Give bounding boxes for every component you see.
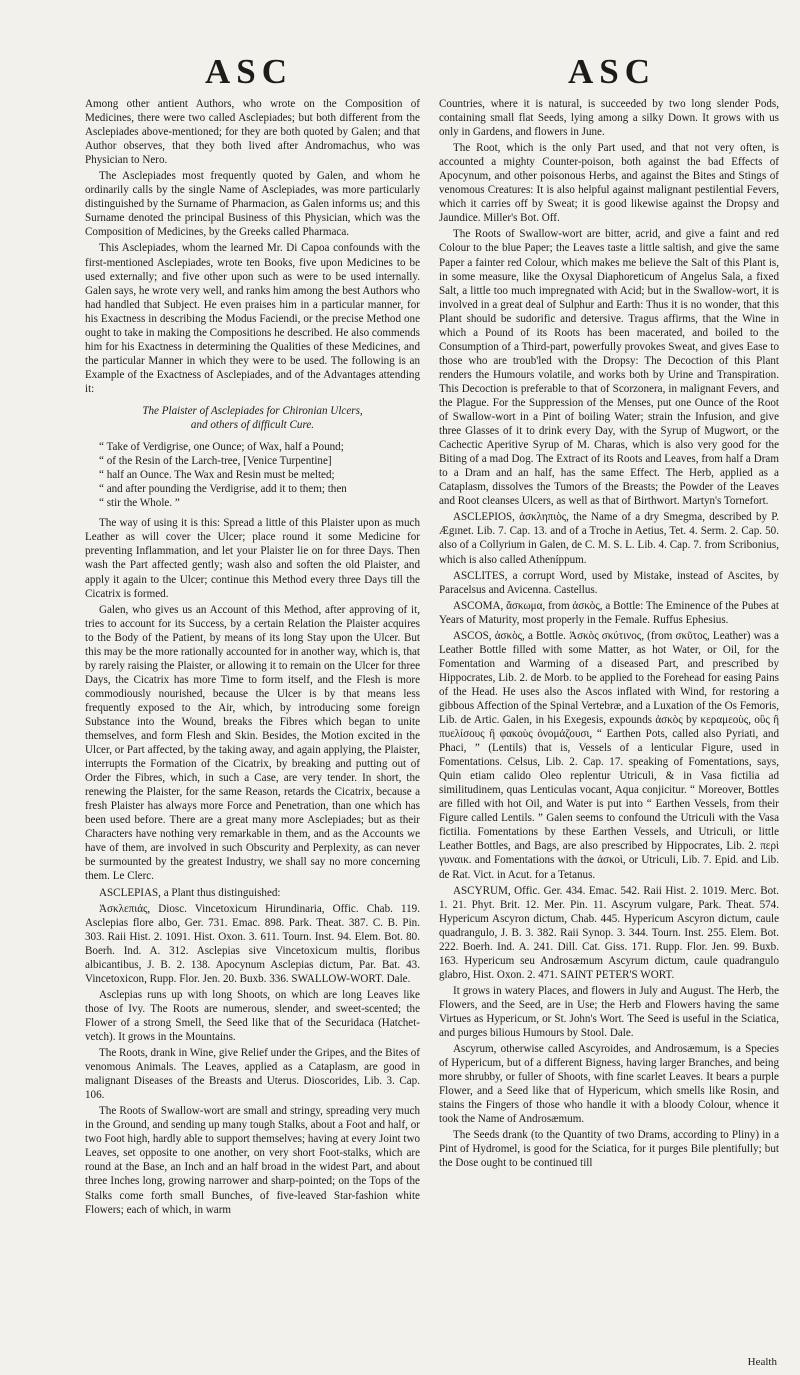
quote-line: “ of the Resin of the Larch-tree, [Venice Turpentine] (99, 455, 332, 468)
recipe-title-line: The Plaister of Asclepiades for Chironian Ulcers, (142, 404, 363, 417)
paragraph: Ascyrum, otherwise called Ascyroides, and Androsæmum, is a Species of Hypericum, but of a different Bigness, having larger Branches, and being more shrubby, or fuller of Shoots, with fine scarlet Leaves. It bears a purple Flower, and a Seed like that of Hypericum, which smells like Rosin, and stains the Fingers of those who handle it with a bloody Colour, whence it took the Name of Androsæmum. (439, 1043, 779, 1126)
paragraph: The Seeds drank (to the Quantity of two Drams, according to Pliny) in a Pint of Hydromel, is good for the Sciatica, for it purges Bile plentifully; but the Dose ought to be continued till (439, 1129, 779, 1170)
paragraph: The Roots, drank in Wine, give Relief under the Gripes, and the Bites of venomous Animals. The Leaves, applied as a Cataplasm, are good in malignant Diseases of the Breasts and Uterus. Dioscorides, Lib. 3. Cap. 106. (85, 1047, 420, 1102)
recipe-quote (99, 440, 420, 510)
paragraph: The Asclepiades most frequently quoted by Galen, and whom he ordinarily calls by the single Name of Asclepiades, was more particularly distinguished by the Surname of Pharmacion, as Galen informs us; and this Surname denoted the principal Business of this Physician, which was the Composition of Medicines, by the Greeks called Pharmaca. (85, 170, 420, 239)
paragraph: The Root, which is the only Part used, and that not very often, is accounted a mighty Counter-poison, both against the bad Effects of Apocynum, and other poisonous Herbs, and against the Bites and Stings of venomous Creatures: It is also helpful against malignant pestilential Fevers, which it carries off by Sweat; it is good likewise against the Dropsy and Jaundice. Miller's Bot. Off. (439, 142, 779, 225)
recipe-title (85, 404, 420, 432)
paragraph: This Asclepiades, whom the learned Mr. Di Capoa confounds with the first-mentioned Asclepiades, wrote ten Books, five upon Medicines to be used externally; and five other upon such as were to be used internally. Galen says, he wrote very well, and ranks him among the best Authors who had handled that Subject. He even praises him in a particular manner, for his Exactness in describing the Modus Faciendi, or the precise Method one ought to take in making the Compositions he described. He also commends him for his Exactness in determining the Qualities of these Medicines, and the particular Manner in which they were to be used. The following is an Example of the Exactness of Asclepiades, and of the Advantages attending it: (85, 242, 420, 395)
paragraph: Asclepias runs up with long Shoots, on which are long Leaves like those of Ivy. The Roots are numerous, slender, and sweet-scented; the Flower of a strong Smell, the Seed like that of the Securidaca (Hatchet-vetch). It grows in the Mountains. (85, 988, 420, 1043)
quote-line: “ Take of Verdigrise, one Ounce; of Wax, half a Pound; (99, 441, 344, 454)
paragraph: Ἀσκλεπιάς, Diosc. Vincetoxicum Hirundinaria, Offic. Chab. 119. Asclepias flore albo, Ger. 731. Emac. 898. Park. Theat. 387. C. B. Pin. 303. Raii Hist. 2. 1091. Hist. Oxon. 3. 611. Tourn. Inst. 94. Elem. Bot. 80. Boerh. Ind. A. 312. Asclepias sive Vincetoxicum multis, floribus albicantibus, J. B. 2. 138. Apocynum Asclepias dictum, Par. Bat. 43. Vincetoxicon, Rupp. Flor. Jen. 20. Buxb. 336. SWALLOW-WORT. Dale. (85, 902, 420, 985)
catchword: Health (747, 1356, 777, 1368)
paragraph: The Roots of Swallow-wort are bitter, acrid, and give a faint and red Colour to the blue Paper; the Leaves taste a little saltish, and give the same Paper a fainter red Colour, which makes me believe the Salt of this Plant is, in some measure, like the Oxysal Diaphoreticum of Angelus Sala, a fixed Salt, a little too much impregnated with Acid; but in the Swallow-wort, it is involved in a great deal of Sulphur and Earth: Thus it is no wonder, that this Plant should be sudorific and detersive. Tragus affirms, that the Wine in which a Pound of its Roots has been macerated, and boiled to the Consumption of a Third-part, powerfully provokes Sweat, and gives Ease to those who are troub'led with the Dropsy: The Decoction of this Plant renders the Humours volatile, and works both by Urine and Transpiration. This Decoction is preferable to that of Scorzonera, in malignant Fevers, and the Plague. For the Suppression of the Menses, put one Ounce of the Root of Swallow-wort in a Pint of boiling Water; strain the Infusion, and give three Glasses of it to drink every Day, with the Syrup of Mugwort, or the Cachectic Aperitive Syrup of M. Charas, which is also very good for the Biting of a mad Dog. The Extract of its Roots and Leaves, from half a Dram to a Dram and an half, has the same Effect. The Herb, applied as a Cataplasm, dissolves the Tumors of the Breasts; the Powder of the Leaves and Root cleanses Ulcers, as well as that of Birthwort. Martyn's Tornefort. (439, 228, 779, 508)
right-column (439, 97, 779, 1173)
paragraph: Galen, who gives us an Account of this Method, after approving of it, tries to account for its Success, by a certain Relation the Plaister acquires to the Body of the Patient, by means of its long Stay upon the Ulcer. But this may be the more rationally accounted for in another way, which is, that by rarely raising the Plaister, or allowing it to remain on the Ulcer for three Days, the Cicatrix has more Time to form itself, and the Flesh is more commodiously nourished, because the Ulcer is by that means less frequently exposed to the Air, which, by introducing some foreign Substance into the Wound, breaks the Fibres which began to unite themselves, and form Flesh and Skin. Besides, the Motion excited in the Ulcer, or Part affected, by the taking away, and again applying, the Plaister, interrupts the Formation of the Cicatrix, by breaking and putting out of Order the Fibres, which, in such a Case, are very tender. In short, the renewing the Plaister, for the same Reason, retards the Cicatrix, because a fresh Plaister has always more Force and Penetration, than one which has been used before. There are a great many more Asclepiades; but as their Characters have nothing very remarkable in them, and as the Accounts we have of them, are involved in such Obscurity and Perplexity, as can never be surmounted by the greatest Industry, we shall say no more concerning them. Le Clerc. (85, 603, 420, 883)
paragraph: ASCOMA, ἄσκωμα, from ἀσκὸς, a Bottle: The Eminence of the Pubes at Years of Maturity, most properly in the Female. Ruffus Ephesius. (439, 599, 779, 626)
paragraph: ASCLITES, a corrupt Word, used by Mistake, instead of Ascites, by Paracelsus and Avicenna. Castellus. (439, 569, 779, 596)
quote-line: “ stir the Whole. ” (99, 497, 180, 510)
running-head-left: ASC (205, 52, 294, 91)
running-head-right: ASC (568, 52, 657, 91)
paragraph: The way of using it is this: Spread a little of this Plaister upon as much Leather as will cover the Ulcer; place round it some Medicine for preventing Inflammation, and let your Plaister lie on for three Days. Then wash the Part affected gently; wash also and soften the old Plaister, and apply it again to the Ulcer; continue this Method every three Days till the Cicatrix is formed. (85, 517, 420, 600)
paragraph: The Roots of Swallow-wort are small and stringy, spreading very much in the Ground, and sending up many tough Stalks, about a Foot and half, or two Foot high, hardly able to support themselves; having at every Joint two Leaves, set opposite to one another, on very short Foot-stalks, which are round at the Base, an Inch and an half broad in the widest Part, and about three Inches long, growing narrower and sharp-pointed; on the Tops of the Stalks come forth small Bunches, of five-leaved Star-fashion white Flowers; each of which, in warm (85, 1105, 420, 1216)
paragraph: ASCOS, ἀσκὸς, a Bottle. Ἀσκὸς σκύτινος, (from σκῦτος, Leather) was a Leather Bottle filled with some Matter, as hot Water, or Oil, for the Fomentation and Warming of a diseased Part, and prescribed by Hippocrates, Lib. 2. de Morb. to be applied to the Forehead for easing Pains of the Head. He uses also the Ascos inflated with Wind, for restoring a gibbous Affection of the Spinal Vertebræ, and a Luxation of the Os Femoris, Lib. de Artic. Galen, in his Exegesis, expounds ἀσκὸς by κεραμεοὺς, οὓς ἢ πυελίσους ἢ φακοὺς ὀνομάζουσι, “ Earthen Pots, called also Pyriati, and Phaci, ” (Lentils) that is, Vessels of a lenticular Figure, used in Fomentations. Celsus, Lib. 2. Cap. 17. speaking of Fomentations, says, Quin etiam calido Oleo replentur Utriculi, & in Vasa fictilia ad similitudinem, quas Lenticulas vocant, Aqua conjicitur. “ Moreover, Bottles are filled with hot Oil, and Water is put into “ Earthen Vessels, from their Figure called Lentils. ” Galen seems to confound the Utriculi with the Vasa fictilia. Fomentations by these Earthen Vessels, and Utriculi, or little Leather Bottles, and Bags, are also prescribed by Hippocrates, Lib. 2. περὶ γυναικ. and Fomentations with the ἀσκοὶ, or Utriculi, Lib. 7. Epid. and Lib. de Rat. Vict. in Acut. for a Tetanus. (439, 629, 779, 881)
paragraph: ASCLEPIAS, a Plant thus distinguished: (99, 886, 281, 899)
paragraph: Among other antient Authors, who wrote on the Composition of Medicines, there were two called Asclepiades; but both different from the Asclepiades above-mentioned; for they are both quoted by Galen; and that Author observes, that they both lived after Andromachus, who was Physician to Nero. (85, 98, 420, 167)
recipe-title-line: and others of difficult Cure. (190, 419, 315, 432)
quote-line: “ and after pounding the Verdigrise, add it to them; then (99, 483, 347, 496)
quote-line: “ half an Ounce. The Wax and Resin must be melted; (99, 469, 335, 482)
left-column (85, 97, 420, 1219)
paragraph: It grows in watery Places, and flowers in July and August. The Herb, the Flowers, and the Seed, are in Use; the Herb and Flowers having the same Virtues as Hypericum, or St. John's Wort. The Seed is useful in the Sciatica, and purges bilious Humours by Stool. Dale. (439, 984, 779, 1040)
paragraph: Countries, where it is natural, is succeeded by two long slender Pods, containing small flat Seeds, lying among a silky Down. It grows with us only in Gardens, and flowers in June. (439, 98, 779, 139)
paragraph: ASCYRUM, Offic. Ger. 434. Emac. 542. Raii Hist. 2. 1019. Merc. Bot. 1. 21. Phyt. Brit. 12. Mer. Pin. 11. Ascyrum vulgare, Park. Theat. 574. Hypericum Ascyron dictum, Chab. 445. Hypericum Ascyron dictum, caule quadrangulo, J. B. 3. 382. Raii Synop. 3. 344. Tourn. Inst. 255. Elem. Bot. 222. Boerh. Ind. A. 241. Dill. Cat. Giss. 171. Rupp. Flor. Jen. 99. Buxb. 163. Hypericum seu Androsæmum Ascyrum dictum, caule quadrangulo glabro, Hist. Oxon. 2. 471. SAINT PETER'S WORT. (439, 884, 779, 981)
paragraph: ASCLEPIOS, ἀσκληπιὸς, the Name of a dry Smegma, described by P. Ægınet. Lib. 7. Cap. 13. and of a Troche in Aetius, Tet. 4. Serm. 2. Cap. 50. also of a Collyrium in Galen, de C. M. S. L. Lib. 4. Cap. 7. from Scribonius, which is also called Atheníppum. (439, 511, 779, 566)
